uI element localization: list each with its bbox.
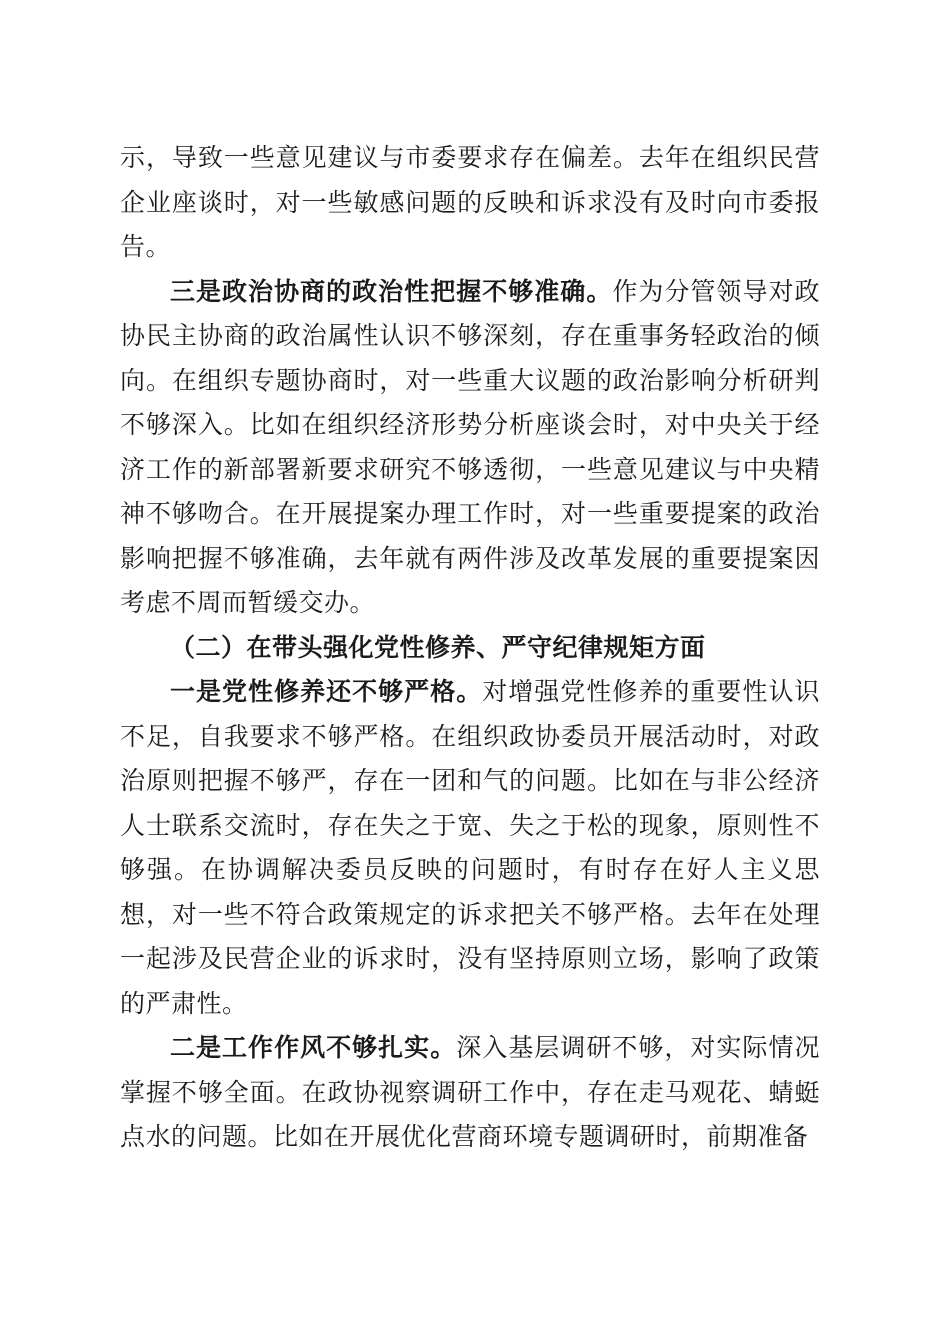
document-page [120,136,820,1160]
item-three-lead: 三是政治协商的政治性把握不够准确。 [170,276,613,306]
continuation-paragraph: 示，导致一些意见建议与市委要求存在偏差。去年在组织民营企业座谈时，对一些敏感问题的反映和诉求没有及时向市委报告。 [120,143,820,261]
section-two-item-two-lead: 二是工作作风不够扎实。 [170,1033,457,1062]
section-two-item-one-paragraph [120,670,820,1026]
section-two-heading: （二）在带头强化党性修养、严守纪律规矩方面 [170,632,706,662]
item-three-paragraph [120,270,820,626]
section-two-item-one-lead: 一是党性修养还不够严格。 [170,677,483,706]
section-two-item-one-body: 对增强党性修养的重要性认识不足，自我要求不够严格。在组织政协委员开展活动时，对政治原则把握不够严，存在一团和气的问题。比如在与非公经济人士联系交流时，存在失之于宽、失之于松的现象，原则性不够强。在协调解决委员反映的问题时，有时存在好人主义思想，对一些不符合政策规定的诉求把关不够严格。去年在处理一起涉及民营企业的诉求时，没有坚持原则立场，影响了政策的严肃性。 [120,677,820,1018]
section-two-item-two-paragraph [120,1026,820,1160]
section-two-item-two-body: 深入基层调研不够，对实际情况掌握不够全面。在政协视察调研工作中，存在走马观花、蜻蜓点水的问题。比如在开展优化营商环境专题调研时，前期准备 [120,1033,820,1151]
item-three-body: 作为分管领导对政协民主协商的政治属性认识不够深刻，存在重事务轻政治的倾向。在组织专题协商时，对一些重大议题的政治影响分析研判不够深入。比如在组织经济形势分析座谈会时，对中央关于经济工作的新部署新要求研究不够透彻，一些意见建议与中央精神不够吻合。在开展提案办理工作时，对一些重要提案的政治影响把握不够准确，去年就有两件涉及改革发展的重要提案因考虑不周而暂缓交办。 [120,276,820,617]
